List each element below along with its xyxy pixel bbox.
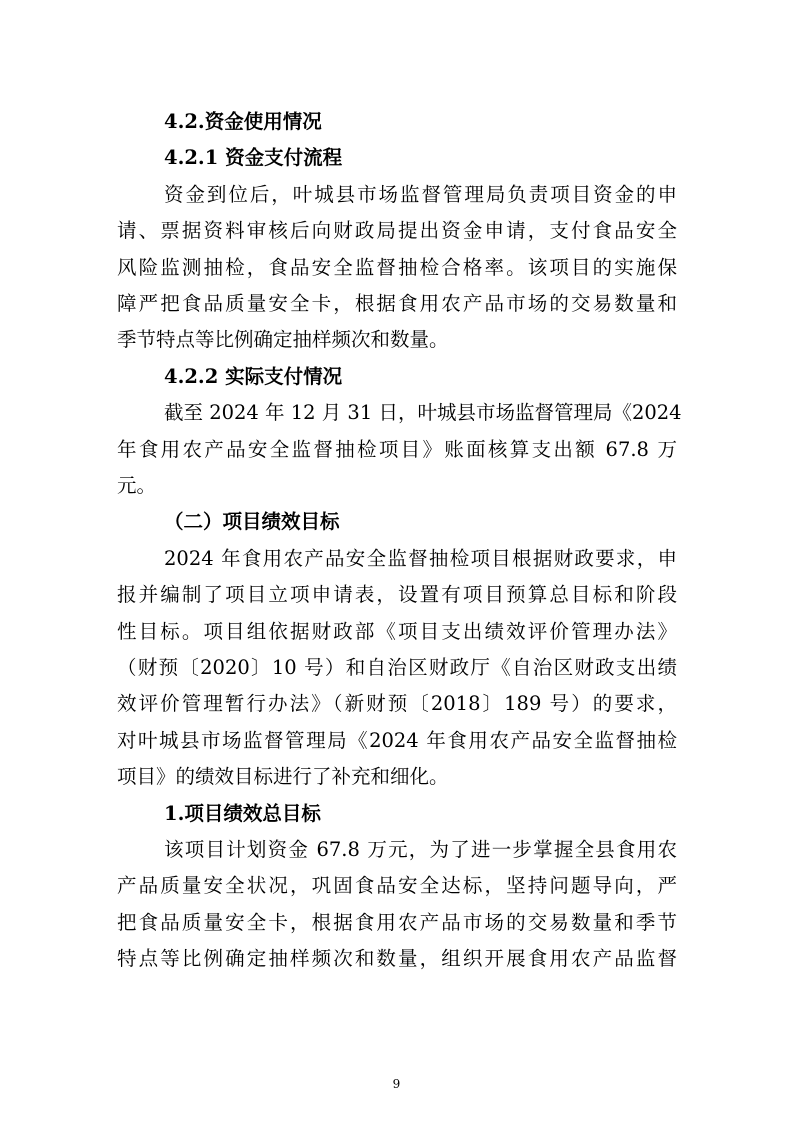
- paragraph-line: 性目标。项目组依据财政部《项目支出绩效评价管理办法》: [117, 619, 677, 643]
- paragraph-line: 请、票据资料审核后向财政局提出资金申请，支付食品安全: [117, 219, 677, 243]
- paragraph-line: 效评价管理暂行办法》（新财预〔2018〕189 号）的要求，: [117, 692, 677, 716]
- page-number: 9: [392, 1077, 401, 1091]
- section-heading: （二）项目绩效目标: [164, 510, 340, 534]
- paragraph-line: 风险监测抽检，食品安全监督抽检合格率。该项目的实施保: [117, 255, 677, 279]
- paragraph-line: 季节特点等比例确定抽样频次和数量。: [117, 328, 449, 352]
- paragraph-line: 资金到位后，叶城县市场监督管理局负责项目资金的申: [164, 182, 677, 206]
- section-heading: 4.2.2 实际支付情况: [164, 364, 343, 388]
- paragraph-line: 该项目计划资金 67.8 万元，为了进一步掌握全县食用农: [164, 838, 677, 861]
- paragraph-line: 2024 年食用农产品安全监督抽检项目根据财政要求，申: [164, 546, 677, 570]
- paragraph-line: 障严把食品质量安全卡，根据食用农产品市场的交易数量和: [117, 292, 677, 315]
- section-heading: 4.2.1 资金支付流程: [164, 146, 343, 170]
- paragraph-line: 产品质量安全状况，巩固食品安全达标，坚持问题导向，严: [117, 874, 677, 898]
- section-heading: 1.项目绩效总目标: [164, 801, 321, 825]
- paragraph-line: 把食品质量安全卡，根据食用农产品市场的交易数量和季节: [117, 910, 677, 934]
- paragraph-line: 年食用农产品安全监督抽检项目》账面核算支出额 67.8 万: [117, 437, 677, 461]
- paragraph-line: 特点等比例确定抽样频次和数量，组织开展食用农产品监督: [117, 947, 677, 971]
- paragraph-line: 项目》的绩效目标进行了补充和细化。: [117, 765, 449, 789]
- paragraph-line: 元。: [117, 474, 157, 497]
- paragraph-line: 截至 2024 年 12 月 31 日，叶城县市场监督管理局《2024: [164, 401, 682, 425]
- section-heading: 4.2.资金使用情况: [164, 110, 322, 133]
- paragraph-line: 报并编制了项目立项申请表，设置有项目预算总目标和阶段: [117, 583, 677, 607]
- paragraph-line: （财预〔2020〕10 号）和自治区财政厅《自治区财政支出绩: [117, 656, 677, 679]
- paragraph-line: 对叶城县市场监督管理局《2024 年食用农产品安全监督抽检: [117, 728, 677, 752]
